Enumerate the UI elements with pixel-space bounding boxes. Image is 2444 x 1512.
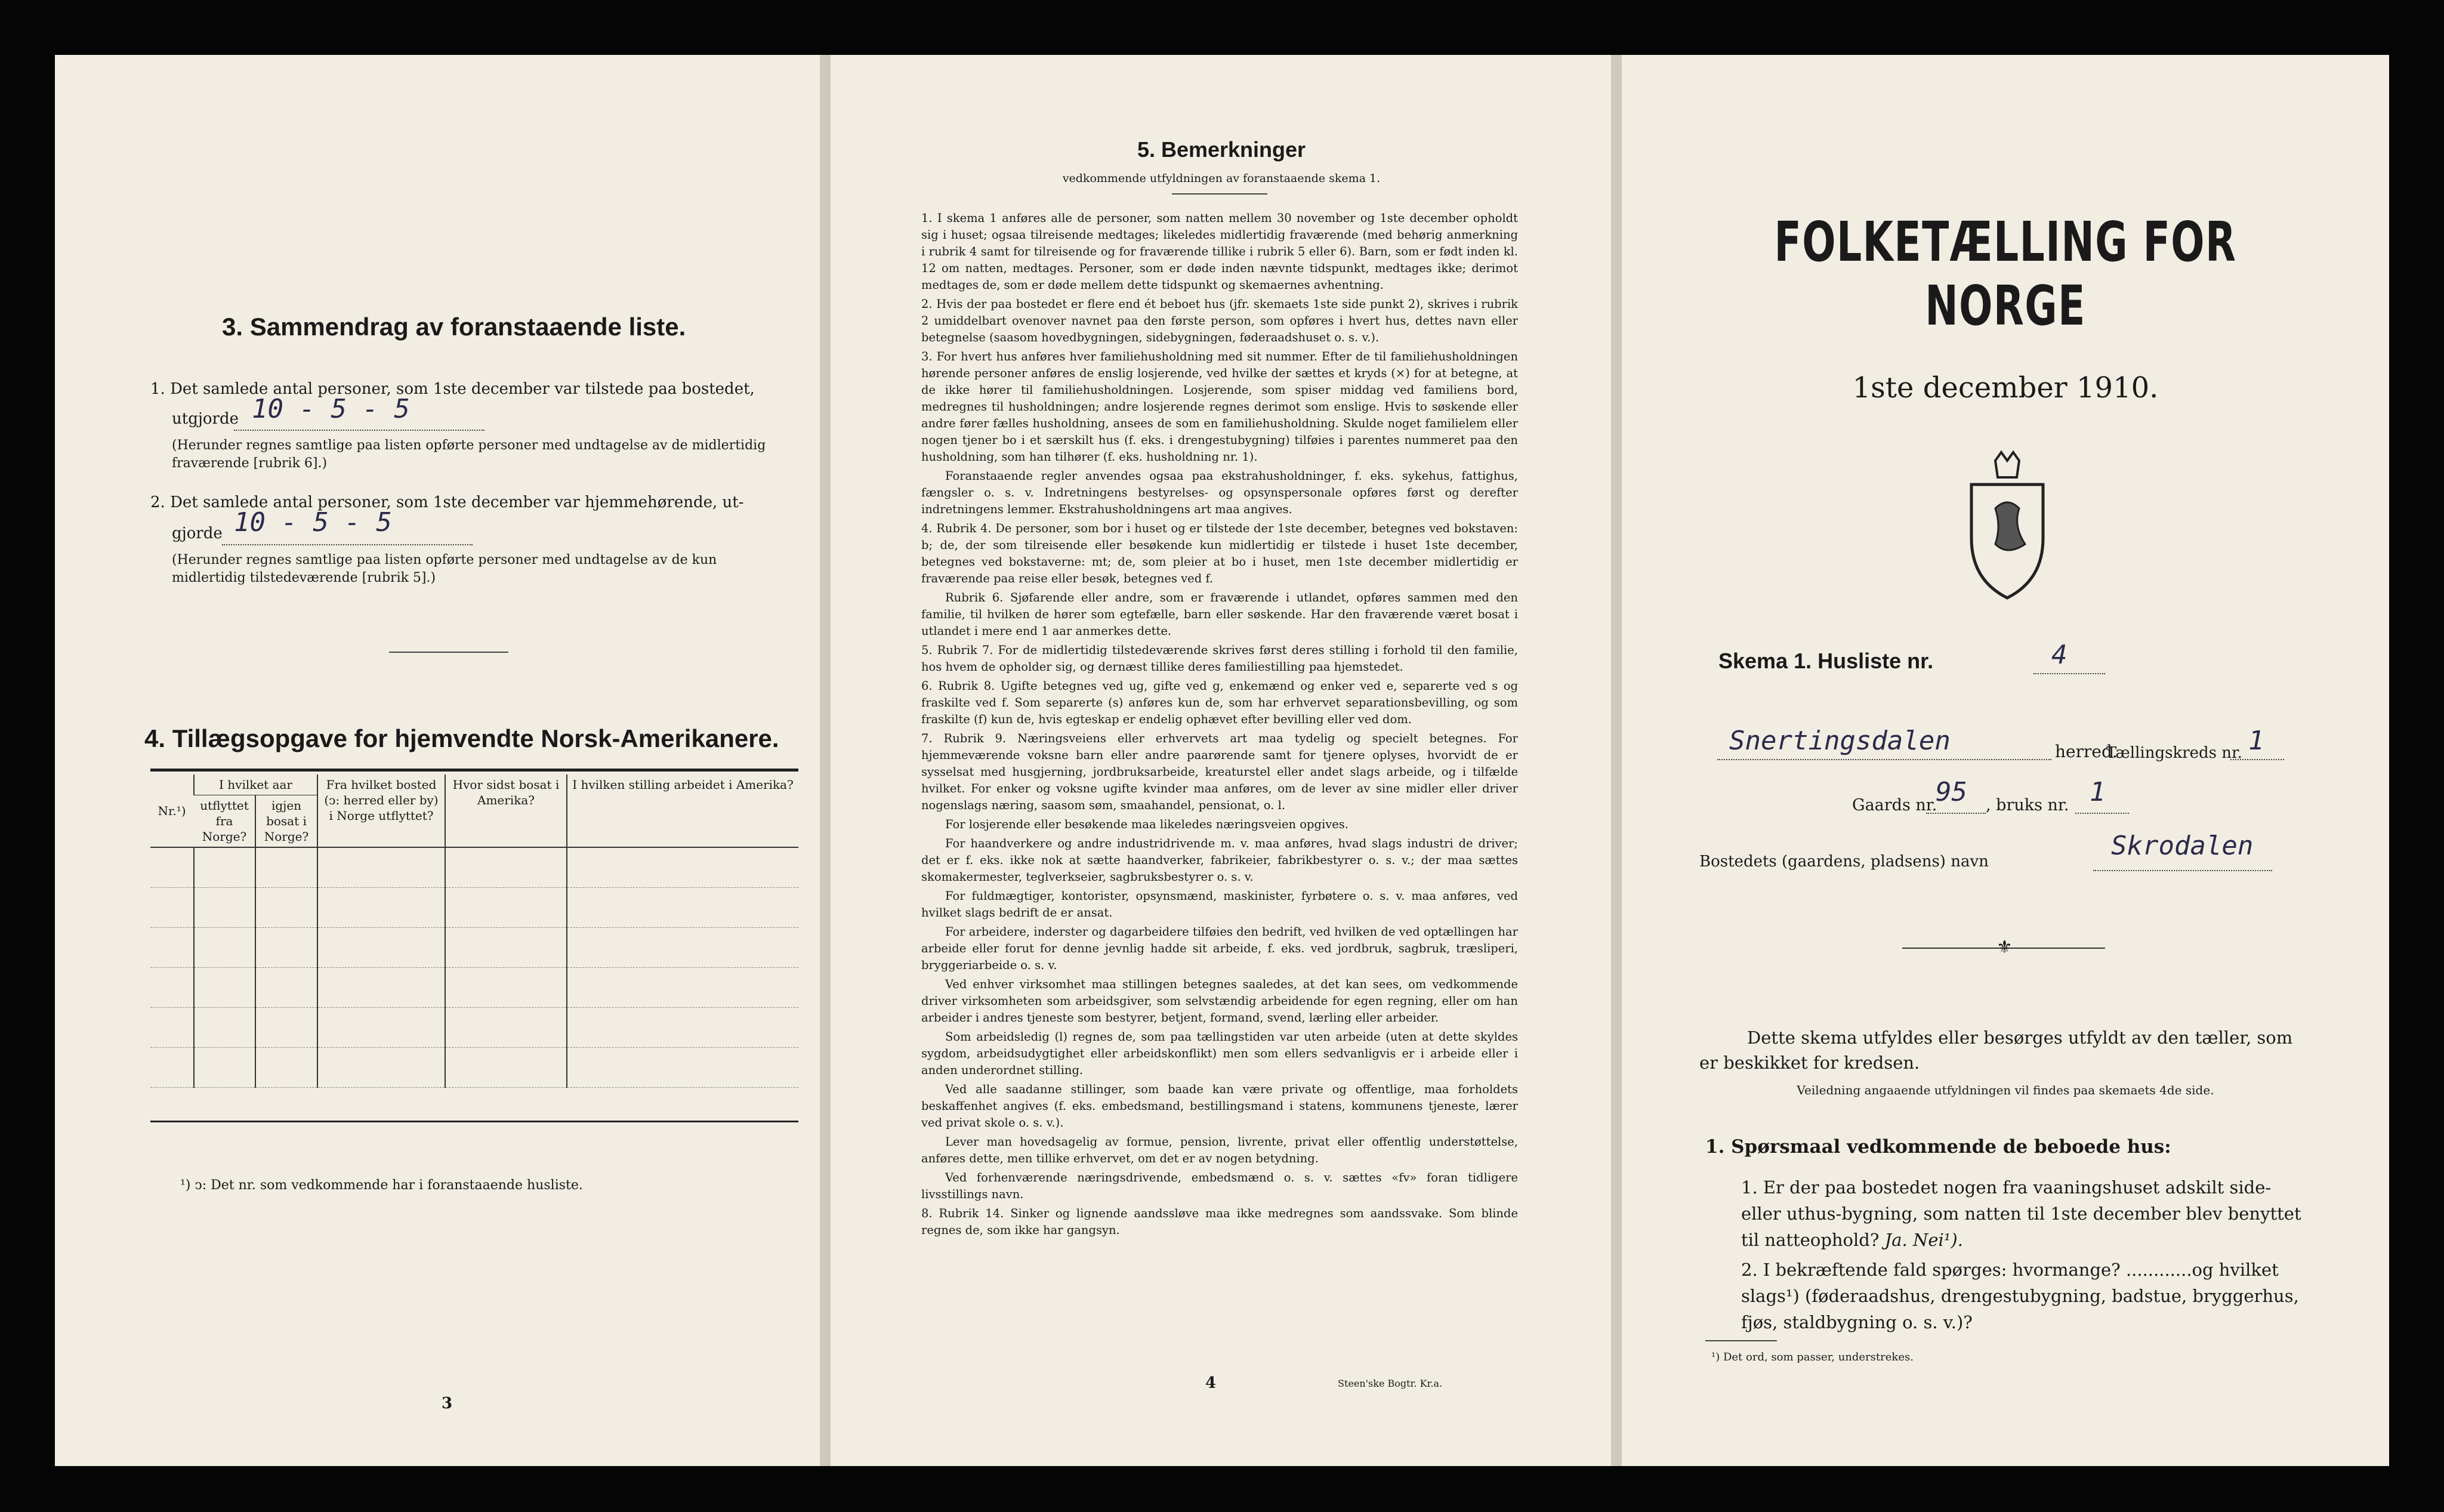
page-left: [55, 55, 820, 1466]
remark-7b: For losjerende eller besøkende maa likeledes næringsveien opgives.: [945, 817, 1348, 831]
question-1: [1741, 1174, 2314, 1253]
table-footnote: ¹) ↄ: Det nr. som vedkommende har i foranstaaende husliste.: [180, 1178, 583, 1193]
remark-3: 3. For hvert hus anføres hver familiehusholdning med sit nummer. Efter de til familiehusholdningen hørende personer anføres de enslig losjerende, ved hvilke der sættes et kryds (×) for at betegne, at de ikke hører til familiehusholdningen. Losjerende, som spiser middag ved familiens bord, medregnes til husholdningen; andre losjerende regnes derimot som enslige. Hvis to søskende eller andre fører fælles husholdning, ansees de som en familiehusholdning. Skulde noget familielem eller nogen tjener bo i et særskilt hus (f. eks. i drengestubygning) tilføies i parentes nummeret paa den husholdning, som han tilhører (f. eks. husholdning nr. 1).: [921, 350, 1518, 464]
col-stilling: I hvilken stilling arbeidet i Amerika?: [567, 774, 798, 847]
question-2: 2. I bekræftende fald spørges: hvormange? ............og hvilket slags¹) (føderaadshus, drengestubygning, badstue, bryggerhus, fjøs, staldbygning o. s. v.)?: [1741, 1260, 2299, 1332]
bruks-line: [2075, 813, 2129, 814]
table-row: [150, 968, 798, 1008]
remarks-heading: 5. Bemerkninger: [1137, 137, 1306, 162]
gaards-value: 95: [1936, 777, 1967, 807]
page-number-3: 3: [442, 1394, 453, 1412]
summary-item2-lead: gjorde: [172, 524, 223, 542]
remark-1: 1. I skema 1 anføres alle de personer, som natten mellem 30 november og 1ste december opholdt sig i huset; ogsaa tilreisende medtages; likeledes midlertidig fraværende (med behørig anmerkning i rubrik 4 samt for tilreisende og for fraværende tillike i rubrik 5 eller 6). Barn, som er født inden kl. 12 om natten, medtages. Personer, som er døde inden nævnte tidspunkt, medtages ikke; derimot medtages de, som er døde mellem dette tidspunkt og skemaernes avhentning.: [921, 211, 1518, 292]
remark-7f: Ved enhver virksomhet maa stillingen betegnes saaledes, at det kan sees, om vedkommende driver virksomheten som arbeidsgiver, som selvstændig arbeidende for egen regning, eller om han arbeider i andres tjeneste som bestyrer, betjent, formand, svend, lærling eller arbeider.: [921, 977, 1518, 1025]
remark-3b: Foranstaaende regler anvendes ogsaa paa ekstrahusholdninger, f. eks. sykehus, fattighus, fængsler o. s. v. Indretningens bestyrelses- og opsynspersonale opføres først og derefter indretningens lemmer. Ekstrahusholdningens art maa angives.: [921, 469, 1518, 516]
remark-7g: Som arbeidsledig (l) regnes de, som paa tællingstiden var uten arbeide (uten at dette skyldes sygdom, arbeidsudygtighet eller arbeidskonflikt) men som ellers sedvanligvis er i arbeide eller i anden underordnet stilling.: [921, 1030, 1518, 1077]
summary-item1-text: 1. Det samlede antal personer, som 1ste december var tilstede paa bostedet,: [150, 380, 755, 398]
remarks-subheading: vedkommende utfyldningen av foranstaaende skema 1.: [1062, 172, 1381, 185]
divider: [389, 652, 508, 653]
table-bottom-rule: [150, 1121, 798, 1122]
norsk-amerikanere-table: [150, 774, 798, 1088]
col-utflyttet: utflyttet fra Norge?: [194, 795, 255, 848]
herred-label: herred.: [2055, 742, 2118, 761]
bruks-label: , bruks nr.: [1986, 796, 2069, 814]
table-row: [150, 888, 798, 928]
census-title: FOLKETÆLLING FOR NORGE: [1774, 210, 2237, 338]
remark-8: 8. Rubrik 14. Sinker og lignende aandssløve maa ikke medregnes som aandssvake. Som blinde regnes de, som ikke har gangsyn.: [921, 1206, 1518, 1237]
bosted-line: [2093, 870, 2272, 871]
husliste-nr-value: 4: [2051, 640, 2067, 670]
bruks-value: 1: [2090, 777, 2106, 807]
col-igjen-bosat: igjen bosat i Norge?: [255, 795, 317, 848]
bosted-value: Skrodalen: [2111, 831, 2254, 861]
krets-value: 1: [2248, 726, 2264, 756]
remark-7i: Lever man hovedsagelig av formue, pension, livrente, privat eller offentlig understøttelse, anføres dette, men tillike erhvervet, om det er av nogen betydning.: [921, 1135, 1518, 1165]
page-right: [1622, 55, 2389, 1466]
krets-label: Tællingskreds nr.: [2106, 744, 2242, 762]
coat-of-arms-icon: [1954, 449, 2061, 604]
summary-item1-value: 10 - 5 - 5: [252, 394, 410, 424]
remark-7: 7. Rubrik 9. Næringsveiens eller erhvervets art maa tydelig og specielt betegnes. For hjemmeværende voksne barn eller andre paarørende samt for tjenere oplyses, hvorvidt de er sysselsat med husgjerning, jordbruksarbeide, kreaturstel eller andet slags arbeide, og i tilfælde hvilket. For enker og voksne ugifte kvinder maa anføres, om de lever av sine midler eller driver nogenslags næring, saasom søm, smaahandel, pensionat, o. l.: [921, 732, 1518, 812]
summary-item2-value: 10 - 5 - 5: [234, 507, 392, 538]
questions-heading: 1. Spørsmaal vedkommende de beboede hus:: [1705, 1136, 2171, 1158]
krets-line: [2230, 759, 2284, 760]
bosted-label: Bostedets (gaardens, pladsens) navn: [1699, 853, 1989, 871]
section3-heading: 3. Sammendrag av foranstaaende liste.: [222, 313, 686, 341]
table-row: [150, 928, 798, 968]
page-number-4: 4: [1205, 1374, 1217, 1392]
col-group-year: I hvilket aar: [194, 774, 317, 795]
remarks-body: [921, 210, 1518, 1241]
schema-label: Skema 1. Husliste nr.: [1718, 649, 1934, 673]
remark-7h: Ved alle saadanne stillinger, som baade kan være private og offentlige, maa forholdets beskaffenhet angives (f. eks. embedsmand, bestillingsmand i statens, kommunens tjeneste, lærer ved privat skole o. s. v.).: [921, 1082, 1518, 1130]
col-fra-bosted: Fra hvilket bosted (ↄ: herred eller by) i Norge utflyttet?: [317, 774, 445, 847]
table-row: [150, 1048, 798, 1088]
printer-mark: Steen'ske Bogtr. Kr.a.: [1338, 1378, 1443, 1389]
summary-item1-note: (Herunder regnes samtlige paa listen opførte personer med undtagelse av de midlertidig fraværende [rubrik 6].): [172, 438, 766, 471]
guidance-text: Veiledning angaaende utfyldningen vil findes paa skemaets 4de side.: [1797, 1083, 2214, 1097]
husliste-nr-line: [2033, 673, 2105, 674]
footnote-rule: [1705, 1340, 1777, 1341]
intro-text: Dette skema utfyldes eller besørges utfyldt av den tæller, som er beskikket for kredsen.: [1699, 1027, 2293, 1073]
table-top-rule: [150, 769, 798, 772]
summary-item1-lead: utgjorde: [172, 410, 239, 428]
summary-item1-line: [234, 430, 485, 431]
section4-heading: 4. Tillægsopgave for hjemvendte Norsk-Amerikanere.: [144, 724, 779, 752]
gaards-line: [1926, 813, 1986, 814]
census-date: 1ste december 1910.: [1852, 371, 2159, 405]
remark-7d: For fuldmægtiger, kontorister, opsynsmænd, maskinister, fyrbøtere o. s. v. maa anføres, ved hvilket slags bedrift de er ansat.: [921, 889, 1518, 919]
form-footnote: ¹) Det ord, som passer, understrekes.: [1711, 1351, 1914, 1363]
ornament-icon: ⚜: [1996, 937, 2013, 958]
remark-5: 5. Rubrik 7. For de midlertidig tilstedeværende skrives først deres stilling i forhold til den familie, hos hvem de opholder sig, og dernæst tillike deres familiestilling paa hjemstedet.: [921, 643, 1518, 674]
question-1-text: 1. Er der paa bostedet nogen fra vaaningshuset adskilt side- eller uthus-bygning, som natten til 1ste december blev benyttet til natteophold?: [1741, 1177, 2301, 1250]
remark-4b: Rubrik 6. Sjøfarende eller andre, som er fraværende i utlandet, opføres sammen med den familie, til hvilken de hører som egtefælle, barn eller søskende. Har den fraværende været bosat i utlandet i mere end 1 aar anmerkes dette.: [921, 591, 1518, 638]
page-fold: [820, 55, 831, 1466]
herred-line: [1717, 759, 2051, 760]
summary-item2-text: 2. Det samlede antal personer, som 1ste december var hjemmehørende, ut-: [150, 493, 744, 511]
col-sidst-bosat: Hvor sidst bosat i Amerika?: [445, 774, 567, 847]
herred-value: Snertingsdalen: [1729, 726, 1951, 756]
page-fold: [1611, 55, 1622, 1466]
remarks-divider: [1172, 193, 1267, 195]
table-row: [150, 1008, 798, 1048]
remark-6: 6. Rubrik 8. Ugifte betegnes ved ug, gifte ved g, enkemænd og enker ved e, separerte ved s og fraskilte ved f. Som separerte (s) anføres kun de, som har erhvervet separationsbevilling, og som fraskilte (f) kun de, hvis egteskap er endelig ophævet efter bevilling eller ved dom.: [921, 679, 1518, 726]
page-middle: [831, 55, 1612, 1466]
remark-4: 4. Rubrik 4. De personer, som bor i huset og er tilstede der 1ste december, betegnes ved bokstaven: b; de, der som tilreisende eller besøkende kun midlertidig er tilstede i huset 1ste december, betegnes ved bokstaverne: mt; de, som pleier at bo i huset, men 1ste december midlertidig er fraværende paa reise eller besøk, betegnes ved f.: [921, 522, 1518, 585]
remark-7c: For haandverkere og andre industridrivende m. v. maa anføres, hvad slags industri de driver; det er f. eks. ikke nok at sætte haandverker, fabrikeier, fabrikbestyrer o. s. v.; der maa sættes skomakermester, teglverkseier, sagbruksbestyrer o. s. v.: [921, 837, 1518, 884]
remark-7j: Ved forhenværende næringsdrivende, embedsmænd o. s. v. sættes «fv» foran tidligere livsstillings navn.: [921, 1171, 1518, 1201]
summary-item2-note: (Herunder regnes samtlige paa listen opførte personer med undtagelse av de kun midlertidig tilstedeværende [rubrik 5].): [172, 553, 717, 585]
remark-7e: For arbeidere, inderster og dagarbeidere tilføies den bedrift, ved hvilken de ved optællingen har arbeide eller forut for denne jevnlig hadde sit arbeide, f. eks. ved jordbruk, sagbruk, træsliperi, bryggeriarbeide o. s. v.: [921, 925, 1518, 972]
gaards-label: Gaards nr.: [1852, 796, 1937, 814]
col-nr: Nr.¹): [150, 774, 194, 847]
summary-item2-line: [222, 544, 473, 545]
question-1-answer: Ja. Nei¹).: [1884, 1230, 1963, 1250]
table-row: [150, 847, 798, 888]
remark-2: 2. Hvis der paa bostedet er flere end ét beboet hus (jfr. skemaets 1ste side punkt 2), skrives i rubrik 2 umiddelbart ovenover navnet paa den første person, som opføres i hvert hus, dettes navn eller betegnelse (saasom hovedbygningen, sidebygningen, føderaadshuset o. s. v.).: [921, 297, 1518, 344]
